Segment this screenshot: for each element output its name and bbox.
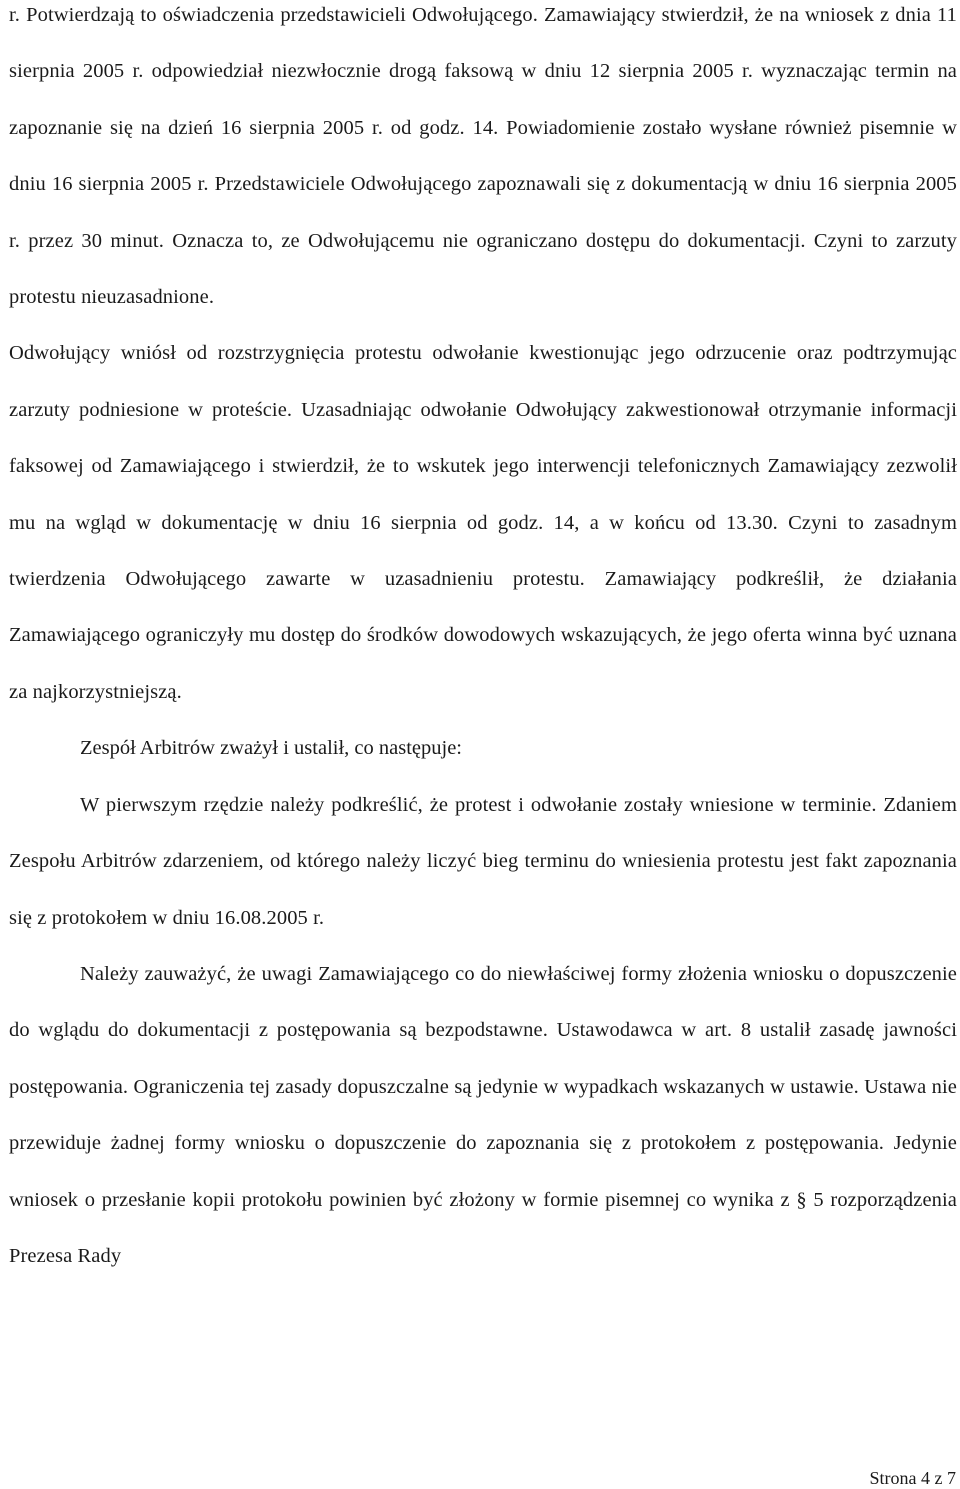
paragraph-form: Należy zauważyć, że uwagi Zamawiającego co do niewłaściwej formy złożenia wniosku o dopuszczenie do wglądu do dokumentacji z postępowania są bezpodstawne. Ustawodawca w art. 8 ustalił zasadę jawności postępowania. Ograniczenia tej zasady dopuszczalne są jedynie w wypadkach wskazanych w ustawie. Ustawa nie przewiduje żadnej formy wniosku o dopuszczenie do zapoznania się z protokołem z postępowania. Jedynie wniosek o przesłanie kopii protokołu powinien być złożony w formie pisemnej co wynika z § 5 rozporządzenia Prezesa Rady [9,962,957,1267]
page-number: Strona 4 z 7 [869,1468,956,1488]
paragraph-intro: r. Potwierdzają to oświadczenia przedstawicieli Odwołującego. Zamawiający stwierdził, że na wniosek z dnia 11 sierpnia 2005 r. odpowiedział niezwłocznie drogą faksową w dniu 12 sierpnia 2005 r. wyznaczając termin na zapoznanie się na dzień 16 sierpnia 2005 r. od godz. 14. Powiadomienie zostało wysłane również pisemnie w dniu 16 sierpnia 2005 r. Przedstawiciele Odwołującego zapoznawali się z dokumentacją w dniu 16 sierpnia 2005 r. przez 30 minut. Oznacza to, ze Odwołującemu nie ograniczano dostępu do dokumentacji. Czyni to zarzuty protestu nieuzasadnione. [9,4,957,309]
section-heading: Zespół Arbitrów zważył i ustalił, co następuje: [80,737,463,760]
paragraph-deadline: W pierwszym rzędzie należy podkreślić, że protest i odwołanie zostały wniesione w terminie. Zdaniem Zespołu Arbitrów zdarzeniem, od którego należy liczyć bieg terminu do wniesienia protestu jest fakt zapoznania się z protokołem w dniu 16.08.2005 r. [9,793,957,929]
paragraph-appeal: Odwołujący wniósł od rozstrzygnięcia protestu odwołanie kwestionując jego odrzucenie oraz podtrzymując zarzuty podniesione w proteście. Uzasadniając odwołanie Odwołujący zakwestionował otrzymanie informacji faksowej od Zamawiającego i stwierdził, że to wskutek jego interwencji telefonicznych Zamawiający zezwolił mu na wgląd w dokumentację w dniu 16 sierpnia od godz. 14, a w końcu od 13.30. Czyni to zasadnym twierdzenia Odwołującego zawarte w uzasadnieniu protestu. Zamawiający podkreślił, że działania Zamawiającego ograniczyły mu dostęp do środków dowodowych wskazujących, że jego oferta winna być uznana za najkorzystniejszą. [9,342,957,703]
document-page [9,0,957,1284]
